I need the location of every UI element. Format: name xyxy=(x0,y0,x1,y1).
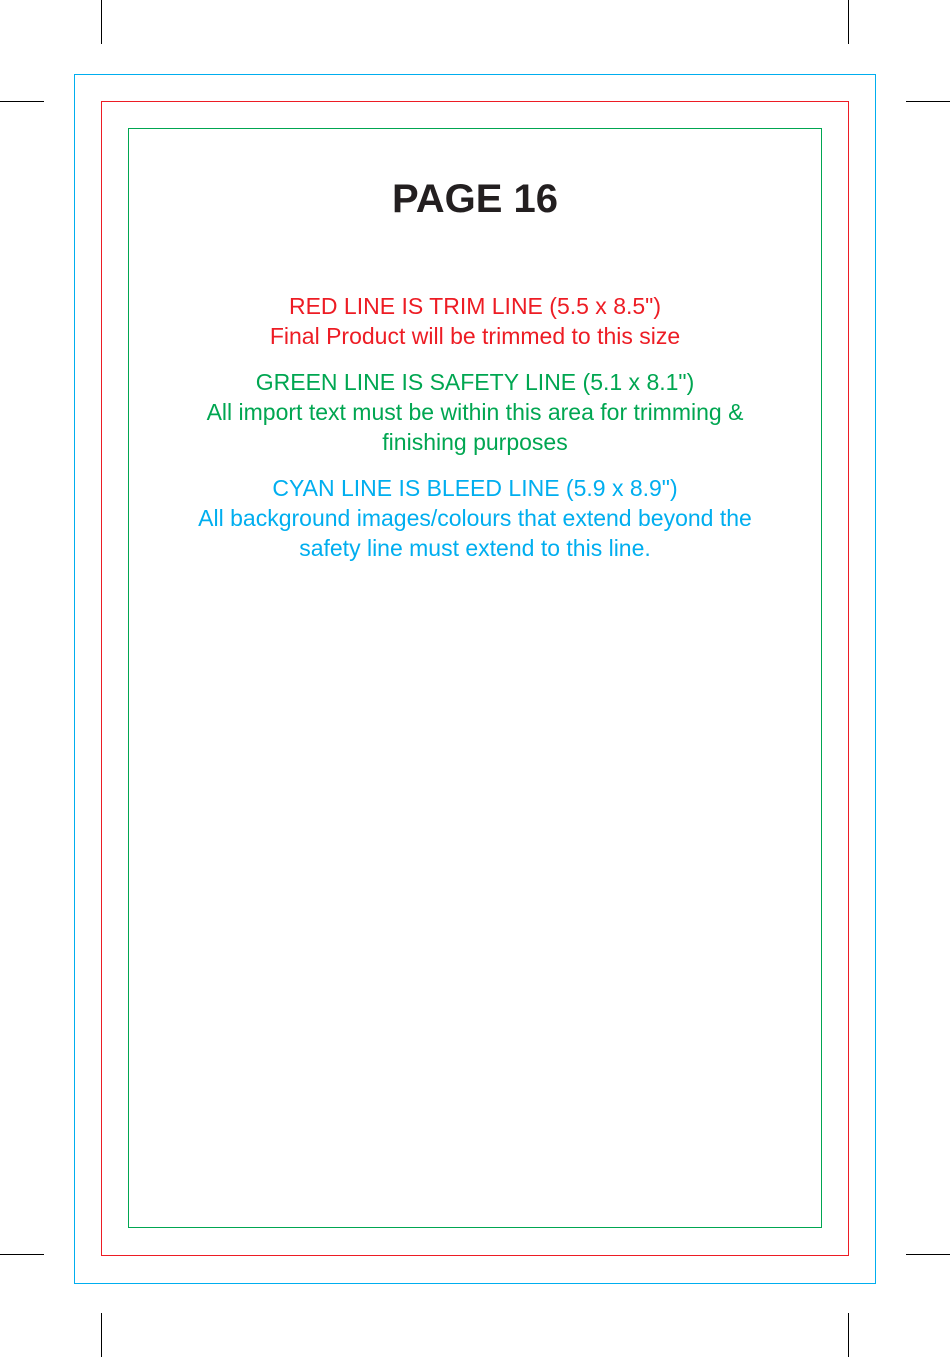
page-content xyxy=(128,128,822,563)
crop-mark-bottom-left-horizontal xyxy=(0,1254,44,1255)
trim-line-description: Final Product will be trimmed to this size xyxy=(269,323,681,349)
safety-line-heading: GREEN LINE IS SAFETY LINE (5.1 x 8.1") xyxy=(255,369,695,395)
crop-mark-top-right-horizontal xyxy=(906,101,950,102)
bleed-line-heading: CYAN LINE IS BLEED LINE (5.9 x 8.9") xyxy=(272,475,678,501)
bleed-line-note xyxy=(128,473,822,563)
safety-line-note xyxy=(128,367,822,457)
safety-line-description-2: finishing purposes xyxy=(382,429,568,455)
page-title: PAGE 16 xyxy=(392,177,558,221)
crop-mark-bottom-right-vertical xyxy=(848,1313,849,1357)
bleed-line-description-2: safety line must extend to this line. xyxy=(299,535,651,561)
trim-line-note xyxy=(128,291,822,351)
crop-mark-top-right-vertical xyxy=(848,0,849,44)
bleed-line-description-1: All background images/colours that extend beyond the xyxy=(198,505,752,531)
crop-mark-top-left-horizontal xyxy=(0,101,44,102)
trim-line-heading: RED LINE IS TRIM LINE (5.5 x 8.5") xyxy=(288,293,661,319)
crop-mark-top-left-vertical xyxy=(101,0,102,44)
crop-mark-bottom-right-horizontal xyxy=(906,1254,950,1255)
safety-line-description-1: All import text must be within this area for trimming & xyxy=(206,399,744,425)
crop-mark-bottom-left-vertical xyxy=(101,1313,102,1357)
